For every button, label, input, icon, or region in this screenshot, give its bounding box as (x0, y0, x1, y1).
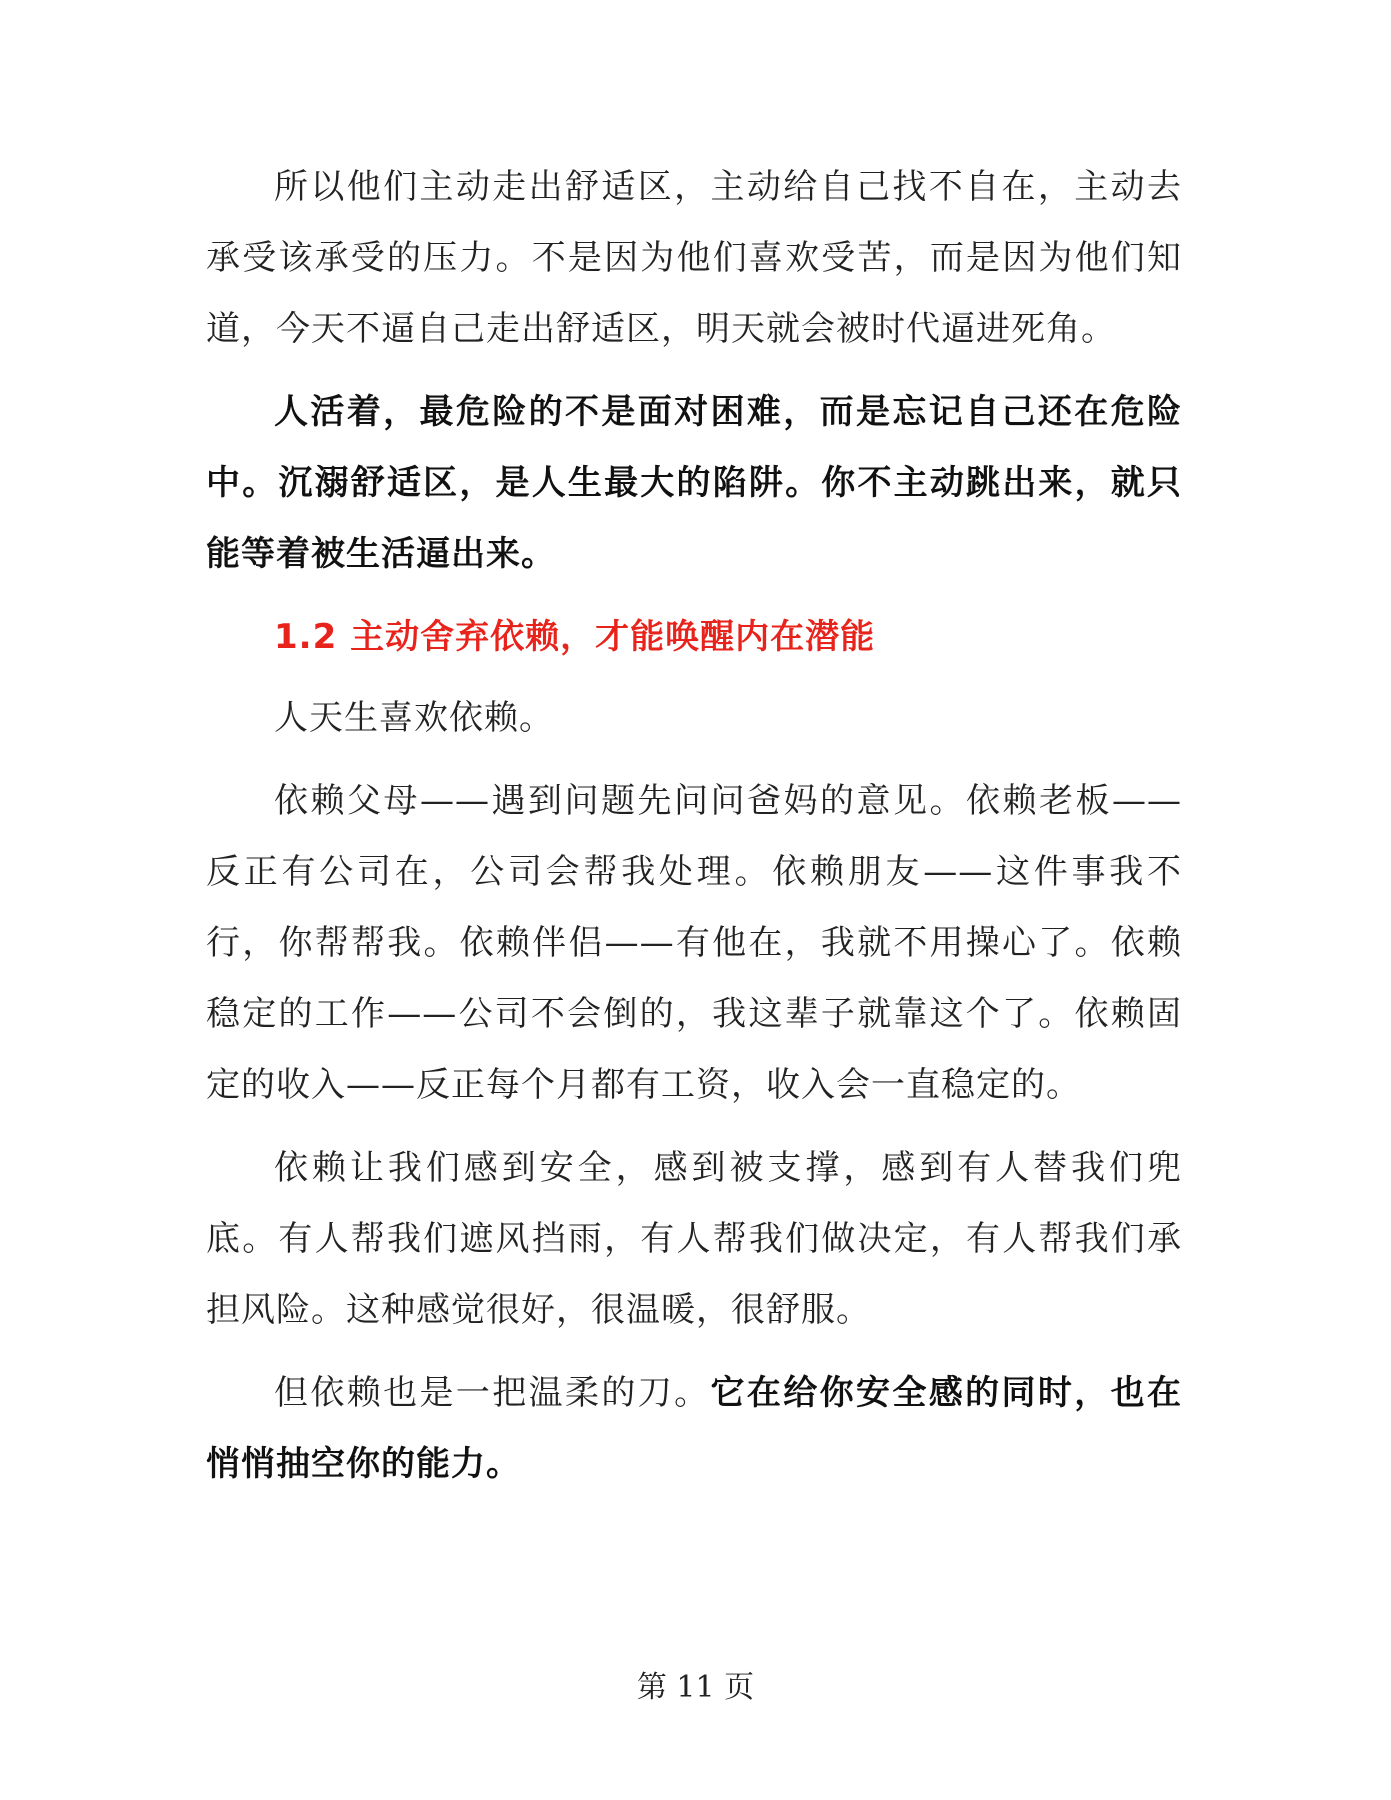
paragraph-dependence-examples: 依赖父母——遇到问题先问问爸妈的意见。依赖老板——反正有公司在，公司会帮我处理。依赖朋友——这件事我不行，你帮帮我。依赖伴侣——有他在，我就不用操心了。依赖稳定的工作——公司不会倒的，我这辈子就靠这个了。依赖固定的收入——反正每个月都有工资，收入会一直稳定的。 (206, 781, 1182, 1105)
page-body (206, 152, 1182, 1512)
paragraph-comfort-zone: 所以他们主动走出舒适区，主动给自己找不自在，主动去承受该承受的压力。不是因为他们喜欢受苦，而是因为他们知道，今天不逼自己走出舒适区，明天就会被时代逼进死角。 (206, 167, 1182, 349)
paragraph-danger-emphasis: 人活着，最危险的不是面对困难，而是忘记自己还在危险中。沉溺舒适区，是人生最大的陷阱。你不主动跳出来，就只能等着被生活逼出来。 (206, 392, 1182, 574)
paragraph-gentle-knife (206, 1358, 1182, 1500)
paragraph-gentle-knife-bold: 它在给你安全感的同时，也在悄悄抽空你的能力。 (206, 1373, 1182, 1484)
paragraph-dependence-safety: 依赖让我们感到安全，感到被支撑，感到有人替我们兜底。有人帮我们遮风挡雨，有人帮我们做决定，有人帮我们承担风险。这种感觉很好，很温暖，很舒服。 (206, 1148, 1182, 1330)
paragraph-gentle-knife-normal: 但依赖也是一把温柔的刀。 (274, 1373, 711, 1413)
paragraph-dependence-intro: 人天生喜欢依赖。 (274, 698, 554, 738)
page-number: 第 11 页 (636, 1670, 755, 1705)
section-heading: 1.2 主动舍弃依赖，才能唤醒内在潜能 (274, 617, 876, 657)
